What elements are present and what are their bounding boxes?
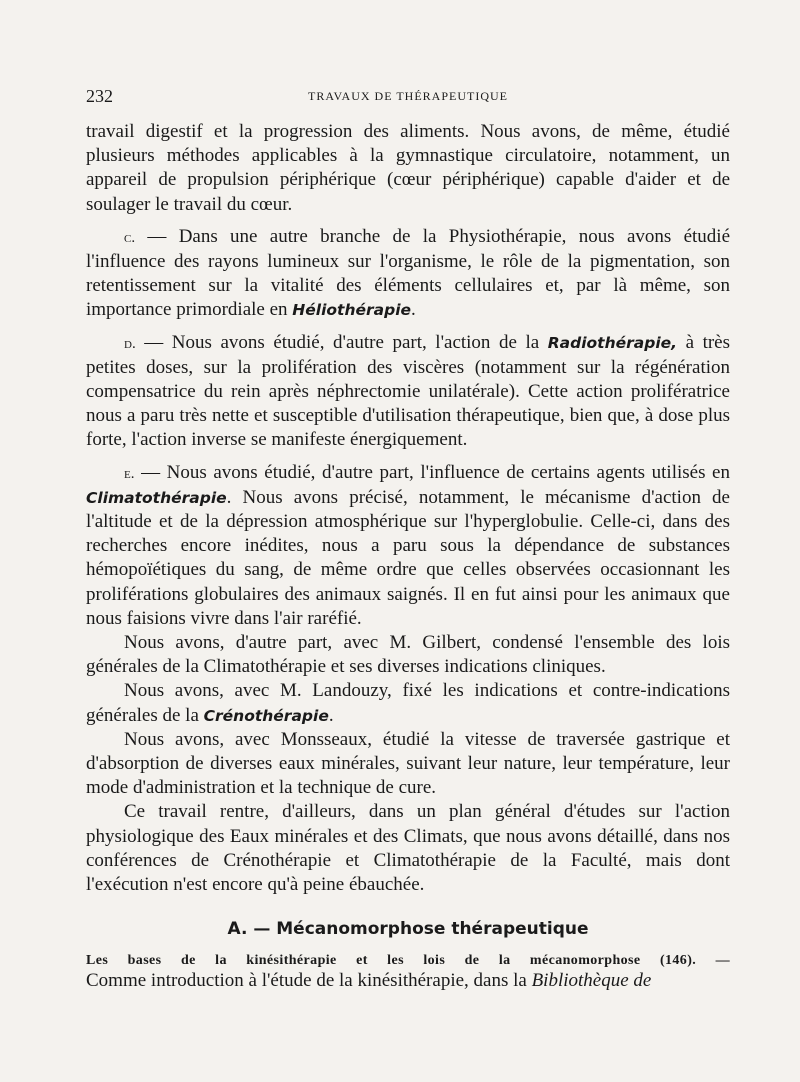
paragraph-text: . Nous avons précisé, notamment, le mécanisme d'action de l'altitude et de la dépression atmosphérique sur l'hyperglobulie. Celle-ci, dans des recherches encore inédites, nous a paru sous la dépendance de substances hémopoïétiques du sang, de même ordre que celles observées occasionnant les proliférations globulaires des animaux saignés. Il en fut ainsi pour les animaux que nous faisions vivre dans l'air raréfié. [86, 486, 730, 629]
paragraph-d [86, 331, 730, 453]
document-page [86, 86, 730, 993]
paragraph-c [86, 225, 730, 323]
subsection-heading: Les bases de la kinésithérapie et les lois de la mécanomorphose (146). — [86, 953, 730, 969]
paragraph-text: Nous avons, avec Monsseaux, étudié la vitesse de traversée gastrique et d'absorption de diverses eaux minérales, suivant leur nature, leur température, leur mode d'administration et la technique de cure. [86, 728, 730, 799]
running-head [86, 86, 730, 108]
paragraph-text: à très petites doses, sur la prolifération des viscères (notamment sur la régénération compensatrice du rein après néphrectomie unilatérale). Cette action prolifératrice nous a paru très nette et susceptible d'utilisation thérapeutique, bien que, à dose plus forte, l'action inverse se manifeste énergiquement. [86, 331, 730, 451]
paragraph-plan-general [86, 800, 730, 897]
section-heading: A. — Mécanomorphose thérapeutique [227, 919, 589, 940]
paragraph-text: Nous avons, avec M. Landouzy, fixé les indications et contre-indications générales de la [86, 680, 730, 726]
paragraph-text: Comme introduction à l'étude de la kinésithérapie, dans la [86, 970, 532, 992]
page-number: 232 [86, 86, 113, 106]
paragraph-text: — Nous avons étudié, d'autre part, l'action de la [135, 331, 548, 353]
paragraph-text: — Dans une autre branche de la Physiothérapie, nous avons étudié l'influence des rayons lumineux sur l'organisme, le rôle de la pigmentation, son retentissement sur la vitalité des éléments cellulaires et, par là même, son importance primordiale en [86, 225, 730, 321]
paragraph-gilbert [86, 631, 730, 679]
paragraph-lead-d: d. [124, 335, 136, 352]
emphasis-radiotherapie: Radiothérapie, [547, 333, 678, 352]
paragraph-text: . [328, 704, 334, 726]
italic-book-title: Bibliothèque de [531, 970, 652, 992]
emphasis-crenotherapie: Crénothérapie [203, 706, 329, 725]
paragraph-landouzy [86, 679, 730, 727]
paragraph-lead-c: c. [124, 229, 136, 246]
running-title: TRAVAUX DE THÉRAPEUTIQUE [307, 89, 508, 103]
emphasis-heliotherapie: Héliothérapie [292, 301, 412, 320]
paragraph-monsseaux [86, 728, 730, 801]
paragraph-text: Nous avons, d'autre part, avec M. Gilbert, condensé l'ensemble des lois générales de la Climatothérapie et ses diverses indications cliniques. [86, 632, 730, 678]
continuation-line [86, 969, 730, 993]
paragraph-intro [86, 120, 730, 217]
paragraph-text: . [411, 299, 416, 321]
paragraph-lead-e: e. [124, 465, 135, 482]
paragraph-text: travail digestif et la progression des aliments. Nous avons, de même, étudié plusieurs méthodes applicables à la gymnastique circulatoire, notamment, un appareil de propulsion périphérique (cœur périphérique) capable d'aider et de soulager le travail du cœur. [86, 121, 730, 215]
paragraph-e [86, 461, 730, 631]
paragraph-text: Ce travail rentre, d'ailleurs, dans un plan général d'études sur l'action physiologique des Eaux minérales et des Climats, que nous avons détaillé, dans nos conférences de Crénothérapie et Climatothérapie de la Faculté, mais dont l'exécution n'est encore qu'à peine ébauchée. [86, 801, 730, 896]
paragraph-text: — Nous avons étudié, d'autre part, l'influence de certains agents utilisés en [134, 461, 730, 483]
emphasis-climatotherapie: Climatothérapie [86, 488, 227, 507]
